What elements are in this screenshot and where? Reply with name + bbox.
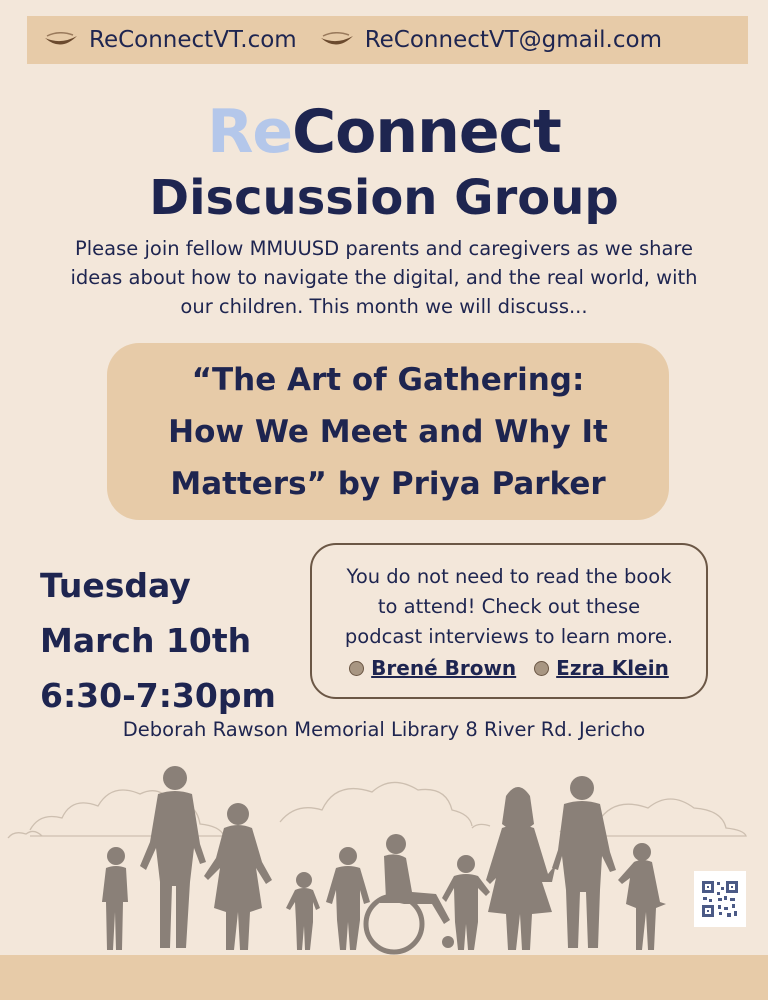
note-line-2: to attend! Check out these: [377, 595, 641, 618]
event-time: 6:30-7:30pm: [40, 676, 276, 715]
event-address: Deborah Rawson Memorial Library 8 River Rd. Jericho: [122, 718, 646, 741]
reconnect-logo: [0, 92, 768, 172]
podcast-links: [312, 656, 706, 680]
website-text: ReConnectVT.com: [89, 27, 297, 53]
event-date: March 10th: [40, 621, 252, 660]
event-datetime: [40, 558, 276, 723]
book-line-3: Matters” by Priya Parker: [170, 465, 606, 502]
page-title: Discussion Group: [149, 170, 619, 226]
podcast-link-ezra-klein[interactable]: Ezra Klein: [534, 656, 669, 680]
footer-band: [0, 955, 768, 1000]
email-contact[interactable]: [319, 27, 662, 53]
website-contact[interactable]: [43, 27, 297, 53]
note-line-1: You do not need to read the book: [346, 565, 672, 588]
family-figures: [102, 766, 666, 952]
email-text: ReConnectVT@gmail.com: [364, 27, 662, 53]
qr-code[interactable]: [694, 871, 746, 927]
swoosh-icon: [319, 32, 355, 48]
swoosh-icon: [43, 32, 79, 48]
contact-bar: [27, 16, 748, 64]
event-day: Tuesday: [40, 566, 191, 605]
book-line-2: How We Meet and Why It: [168, 413, 608, 450]
clouds: [8, 782, 746, 838]
logo-re: Re: [207, 97, 293, 167]
note-line-3: podcast interviews to learn more.: [344, 625, 674, 648]
book-title-box: [107, 343, 669, 520]
globe-icon: [349, 661, 364, 676]
podcast-note-box: [310, 543, 708, 699]
globe-icon: [534, 661, 549, 676]
logo-connect: Connect: [292, 97, 561, 167]
book-line-1: “The Art of Gathering:: [191, 361, 585, 398]
family-silhouette-illustration: [0, 752, 768, 960]
intro-text: Please join fellow MMUUSD parents and caregivers as we share ideas about how to navigate the digital, and the real world, with our children. This month we will discuss...: [70, 237, 698, 318]
podcast-link-brene-brown[interactable]: Brené Brown: [349, 656, 516, 680]
